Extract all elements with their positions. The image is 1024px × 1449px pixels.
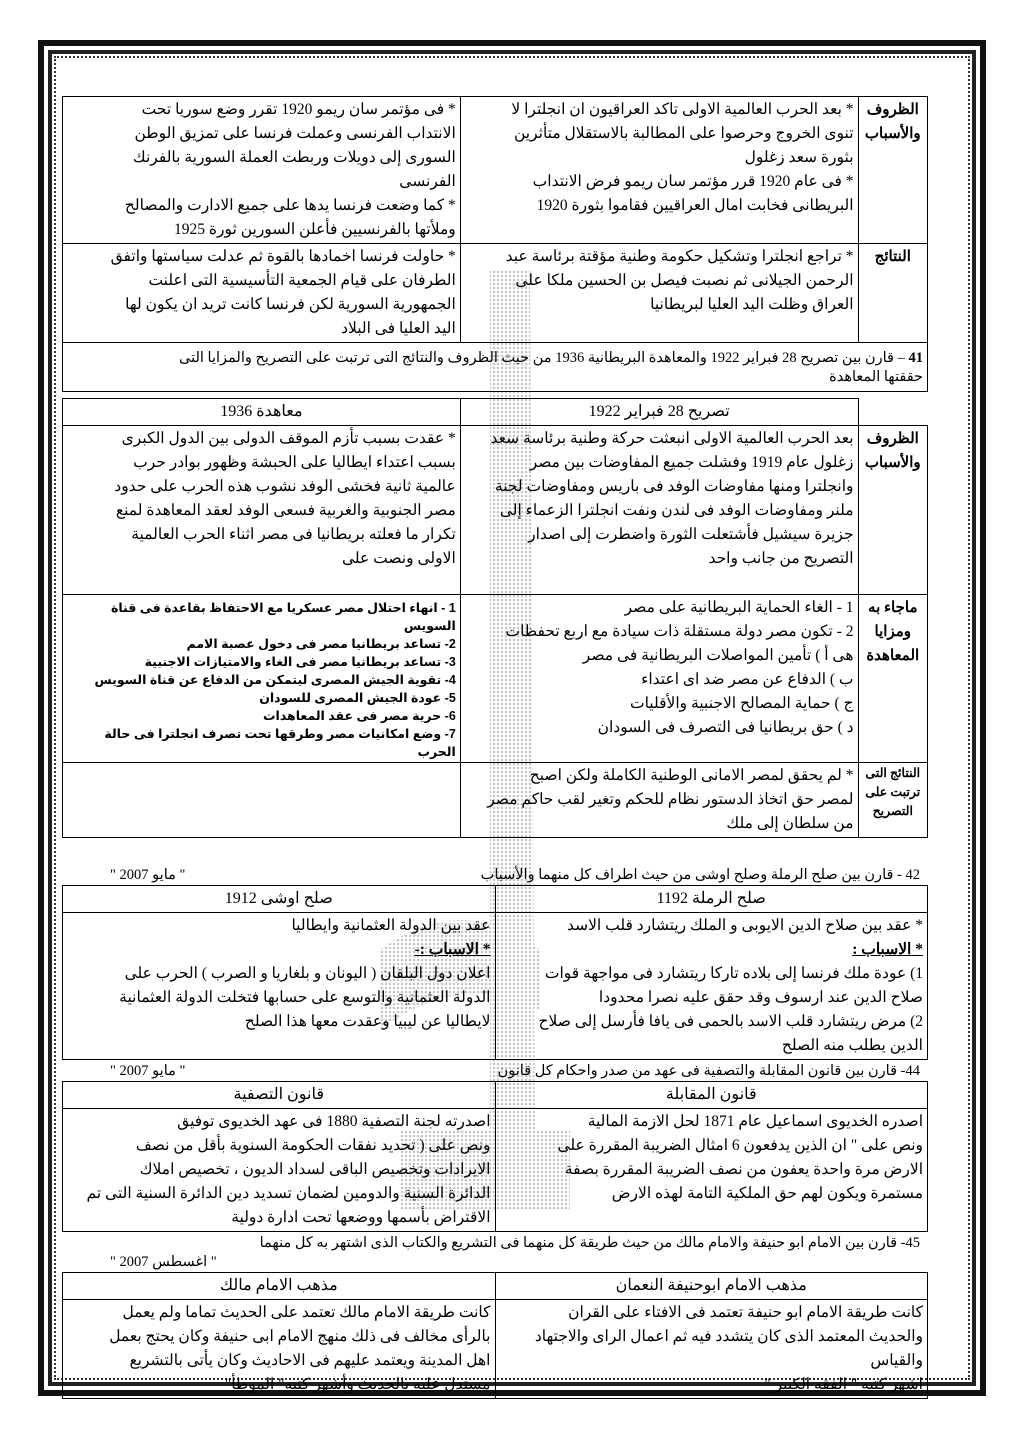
text-line: * بعد الحرب العالمية الاولى تاكد العراقيون ان انجلترا لا: [511, 101, 854, 118]
text-line: زغلول عام 1919 وفشلت جميع المفاوضات بين مصر: [529, 454, 854, 471]
text-line: 4- تقوية الجيش المصرى ليتمكن من الدفاع عن قناة السويس: [94, 673, 456, 687]
header-tasfia: قانون التصفية: [63, 1082, 496, 1109]
text-line: د ) حق بريطانيا فى التصرف فى السودان: [597, 719, 854, 736]
text-line: الدائرة السنية والدومين لضمان تسديد دين الدائرة السنية التى تم: [86, 1185, 491, 1202]
text-line: صلاح الدين عند ارسوف وقد حقق عليه نصرا محدودا: [598, 989, 923, 1006]
ramla-cell: [495, 913, 928, 1060]
text-line: اهل المدينة ويعتمد عليهم فى الاحاديث وكان يأتى بالتشريع: [129, 1352, 491, 1369]
text-line: لمصر حق اتخاذ الدستور نظام للحكم وتغير لقب حاكم مصر: [487, 791, 854, 808]
text-line: * عقدت بسبب تأزم الموقف الدولى بين الدول الكبرى: [121, 430, 456, 447]
abu-hanifa-cell: [495, 1300, 928, 1399]
text-line: الارض مرة واحدة يعفون من نصف الضريبة المقررة بصفة: [564, 1161, 923, 1178]
text-line: كانت طريقة الامام مالك تعتمد على الحديث تماما ولم يعمل: [122, 1304, 491, 1321]
text-line: البريطانى فخابت امال العراقيين فقاموا بثورة 1920: [536, 197, 854, 214]
exam-date: " مايو 2007 ": [110, 1063, 186, 1079]
text-line: الانتداب الفرنسى وعملت فرنسا على تمزيق الوطن: [134, 125, 456, 142]
text-line: الايرادات وتخصيص الباقى لسداد الديون ، تخصيص املاك: [139, 1161, 491, 1178]
question-number: 41: [908, 350, 923, 366]
q42-table: [62, 885, 928, 1060]
exam-date: " اغسطس 2007 ": [110, 1254, 217, 1270]
q41-table: [62, 398, 928, 838]
text-line: مستمرة ويكون لهم حق الملكية التامة لهذه الارض: [611, 1185, 923, 1202]
empty-cell: [63, 763, 461, 838]
question-42-prompt: [62, 862, 928, 885]
text-line: اشهر كتبه " الفقه الكبير ": [764, 1376, 923, 1393]
text-line: 7- وضع امكانيات مصر وطرقها تحت تصرف انجلترا فى حالة الحرب: [104, 727, 456, 759]
text-line: الاولى ونصت على: [341, 550, 456, 567]
row-label-benefits: ماجاء به ومزايا المعاهدة: [858, 595, 927, 763]
text-line: الفرنسى: [399, 173, 456, 190]
question-text: 44- قارن بين قانون المقابلة والتصفية فى عهد من صدر واحكام كل قانون: [497, 1063, 920, 1079]
text-line: والقياس: [870, 1352, 923, 1369]
text-line: * الاسباب :: [852, 941, 923, 958]
text-line: وملأتها بالفرنسيين فأعلن السورين ثورة 1925: [174, 221, 456, 238]
text-line: ونص على " ان الذين يدفعون 6 امثال الضريبة المقررة على: [557, 1137, 923, 1154]
text-line: عالمية ثانية فخشى الوفد نشوب هذه الحرب على حدود: [114, 478, 456, 495]
text-line: 1) عودة ملك فرنسا إلى بلاده تاركا ريتشارد فى مواجهة قوات: [544, 965, 923, 982]
question-text: – قارن بين تصريح 28 فبراير 1922 والمعاهدة البريطانية 1936 من حيث الظروف والنتائج التى ترتبت على التصريح والمزايا التى: [179, 350, 905, 366]
muqabala-cell: [495, 1109, 928, 1232]
question-text: حققتها المعاهدة: [829, 369, 923, 385]
text-line: مصر الجنوبية والغربية فسعى الوفد لعقد المعاهدة لمنع: [115, 502, 456, 519]
text-line: بثورة سعد زغلول: [744, 149, 854, 166]
text-line: ج ) حماية المصالح الاجنبية والأقليات: [629, 695, 854, 712]
declaration-results-cell: [460, 763, 858, 838]
text-line: اصدرته لجنة التصفية 1880 فى عهد الخديوى توفيق: [177, 1113, 491, 1130]
question-41-prompt: [63, 343, 928, 392]
text-line: 1 - الغاء الحماية البريطانية على مصر: [624, 599, 854, 616]
q45-table: [62, 1272, 928, 1399]
text-line: السورى إلى دويلات وربطت العملة السورية بالفرنك: [132, 149, 456, 166]
row-label-causes: الظروف والأسباب: [858, 97, 927, 244]
text-line: * فى مؤتمر سان ريمو 1920 تقرر وضع سوريا تحت: [141, 101, 456, 118]
text-line: اعلان دول البلقان ( اليونان و بلغاريا و الصرب ) الحرب على: [124, 965, 491, 982]
text-line: * تراجع انجلترا وتشكيل حكومة وطنية مؤقتة برئاسة عبد: [505, 248, 854, 265]
text-line: * عقد بين صلاح الدين الايوبى و الملك ريتشارد قلب الاسد: [566, 917, 923, 934]
text-line: الدولة العثمانية والتوسع على حسابها فتخلت الدولة العثمانية: [119, 989, 491, 1006]
text-line: 2 - تكون مصر دولة مستقلة ذات سيادة مع اربع تحفظات: [505, 623, 854, 640]
text-line: عقد بين الدولة العثمانية وايطاليا: [291, 917, 491, 934]
text-line: تنوى الخروج وحرصوا على المطالبة بالاستقلال متأثرين: [513, 125, 854, 142]
header-ramla: صلح الرملة 1192: [495, 886, 928, 913]
question-44-prompt: [62, 1060, 928, 1081]
text-line: بسبب اعتداء ايطاليا على الحبشة وظهور بوادر حرب: [133, 454, 456, 471]
text-line: التصريح من جانب واحد: [708, 550, 854, 567]
header-malik: مذهب الامام مالك: [63, 1273, 496, 1300]
text-line: 2) مرض ريتشارد قلب الاسد بالحمى فى يافا فأرسل إلى صلاح: [538, 1013, 923, 1030]
iraq-syria-table: [62, 96, 928, 392]
declaration-causes-cell: [460, 426, 858, 595]
declaration-benefits-cell: [460, 595, 858, 763]
text-line: من سلطان إلى ملك: [726, 815, 854, 832]
text-line: ب ) الدفاع عن مصر ضد اى اعتداء: [641, 671, 854, 688]
text-line: كانت طريقة الامام ابو حنيفة تعتمد فى الافتاء على القران: [568, 1304, 923, 1321]
text-line: 3- تساعد بريطانيا مصر فى الغاء والامتيازات الاجنبية: [144, 655, 456, 669]
text-line: * كما وضعت فرنسا يدها على جميع الادارت والمصالح: [124, 197, 456, 214]
row-label-results: النتائج: [858, 244, 927, 343]
treaty-causes-cell: [63, 426, 461, 595]
exam-date: " مايو 2007 ": [110, 867, 186, 883]
q44-table: [62, 1081, 928, 1232]
malik-cell: [63, 1300, 496, 1399]
text-line: ونص على ( تحديد نفقات الحكومة السنوية بأقل من نصف: [135, 1137, 491, 1154]
text-line: 6- حرية مصر فى عقد المعاهدات: [262, 709, 456, 723]
header-muqabala: قانون المقابلة: [495, 1082, 928, 1109]
text-line: الطرفان على قيام الجمعية التأسيسية التى اعلنت: [148, 272, 456, 289]
syria-causes-cell: [63, 97, 461, 244]
treaty-benefits-cell: [63, 595, 461, 763]
text-line: 2- تساعد بريطانيا مصر فى دخول عصبة الامم: [186, 637, 456, 651]
iraq-causes-cell: [460, 97, 858, 244]
text-line: * لم يحقق لمصر الامانى الوطنية الكاملة ولكن اصبح: [529, 767, 854, 784]
tasfia-cell: [63, 1109, 496, 1232]
text-line: اليد العليا فى البلاد: [341, 320, 456, 337]
syria-results-cell: [63, 244, 461, 343]
header-declaration: تصريح 28 فبراير 1922: [460, 399, 858, 426]
text-line: بعد الحرب العالمية الاولى انبعثت حركة وطنية برئاسة سعد: [490, 430, 854, 447]
header-abu-hanifa: مذهب الامام ابوحنيفة النعمان: [495, 1273, 928, 1300]
text-line: وانجلترا ومنها مفاوضات الوفد فى باريس ومفاوضات لجنة: [494, 478, 854, 495]
ouchy-cell: [63, 913, 496, 1060]
text-line: * حاولت فرنسا اخمادها بالقوة ثم عدلت سياستها واتفق: [110, 248, 456, 265]
text-line: العراق وظلت اليد العليا لبريطانيا: [650, 296, 854, 313]
header-ouchy: صلح اوشى 1912: [63, 886, 496, 913]
text-line: الاقتراض بأسمها ووضعها تحت ادارة دولية: [231, 1209, 491, 1226]
row-label-causes: الظروف والأسباب: [858, 426, 927, 595]
text-line: * فى عام 1920 قرر مؤتمر سان ريمو فرض الانتداب: [532, 173, 854, 190]
iraq-results-cell: [460, 244, 858, 343]
text-line: الجمهورية السورية لكن فرنسا كانت تريد ان يكون لها: [125, 296, 456, 313]
empty-cell: [858, 399, 927, 426]
question-text: 42 - قارن بين صلح الرملة وصلح اوشى من حيث اطراف كل منهما والأسباب: [480, 867, 920, 883]
text-line: ملنر ومفاوضات الوفد فى لندن ونفت انجلترا الزعماء إلى: [499, 502, 854, 519]
text-line: 5- عودة الجيش المصرى للسودان: [259, 691, 456, 705]
text-line: جزيرة سيشيل فأشتعلت الثورة واضطرت إلى اصدار: [528, 526, 854, 543]
question-text: 45- قارن بين الامام ابو حنيفة والامام مالك من حيث طريقة كل منهما فى التشريع والكتاب الذى اشتهر به كل منهما: [259, 1235, 920, 1251]
text-line: 1 - انهاء احتلال مصر عسكريا مع الاحتفاظ بقاعدة فى قناة السويس: [110, 601, 456, 633]
text-line: هى أ ) تأمين المواصلات البريطانية فى مصر: [582, 647, 854, 664]
text-line: مستدل عليه بالحديث وأشهر كتبه" الموطأ": [224, 1376, 491, 1393]
question-45-prompt: [62, 1232, 928, 1272]
text-line: * الاسباب :-: [414, 941, 491, 958]
text-line: الرحمن الجيلانى ثم نصبت فيصل بن الحسين ملكا على: [515, 272, 854, 289]
row-label-results: النتائج التى ترتبت على التصريح: [858, 763, 927, 838]
text-line: لايطاليا عن ليبيا وعقدت معها هذا الصلح: [244, 1013, 491, 1030]
text-line: والحديث المعتمد الذى كان يتشدد فيه ثم اعمال الراى والاجتهاد: [534, 1328, 923, 1345]
text-line: اصدره الخديوى اسماعيل عام 1871 لحل الازمة المالية: [587, 1113, 923, 1130]
text-line: الدين يطلب منه الصلح: [781, 1037, 923, 1054]
document-page: [62, 96, 928, 1399]
header-treaty: معاهدة 1936: [63, 399, 461, 426]
text-line: بالرأى مخالف فى ذلك منهج الامام ابى حنيفة وكان يحتج بعمل: [109, 1328, 491, 1345]
text-line: تكرار ما فعلته بريطانيا فى مصر اثناء الحرب العالمية: [131, 526, 456, 543]
